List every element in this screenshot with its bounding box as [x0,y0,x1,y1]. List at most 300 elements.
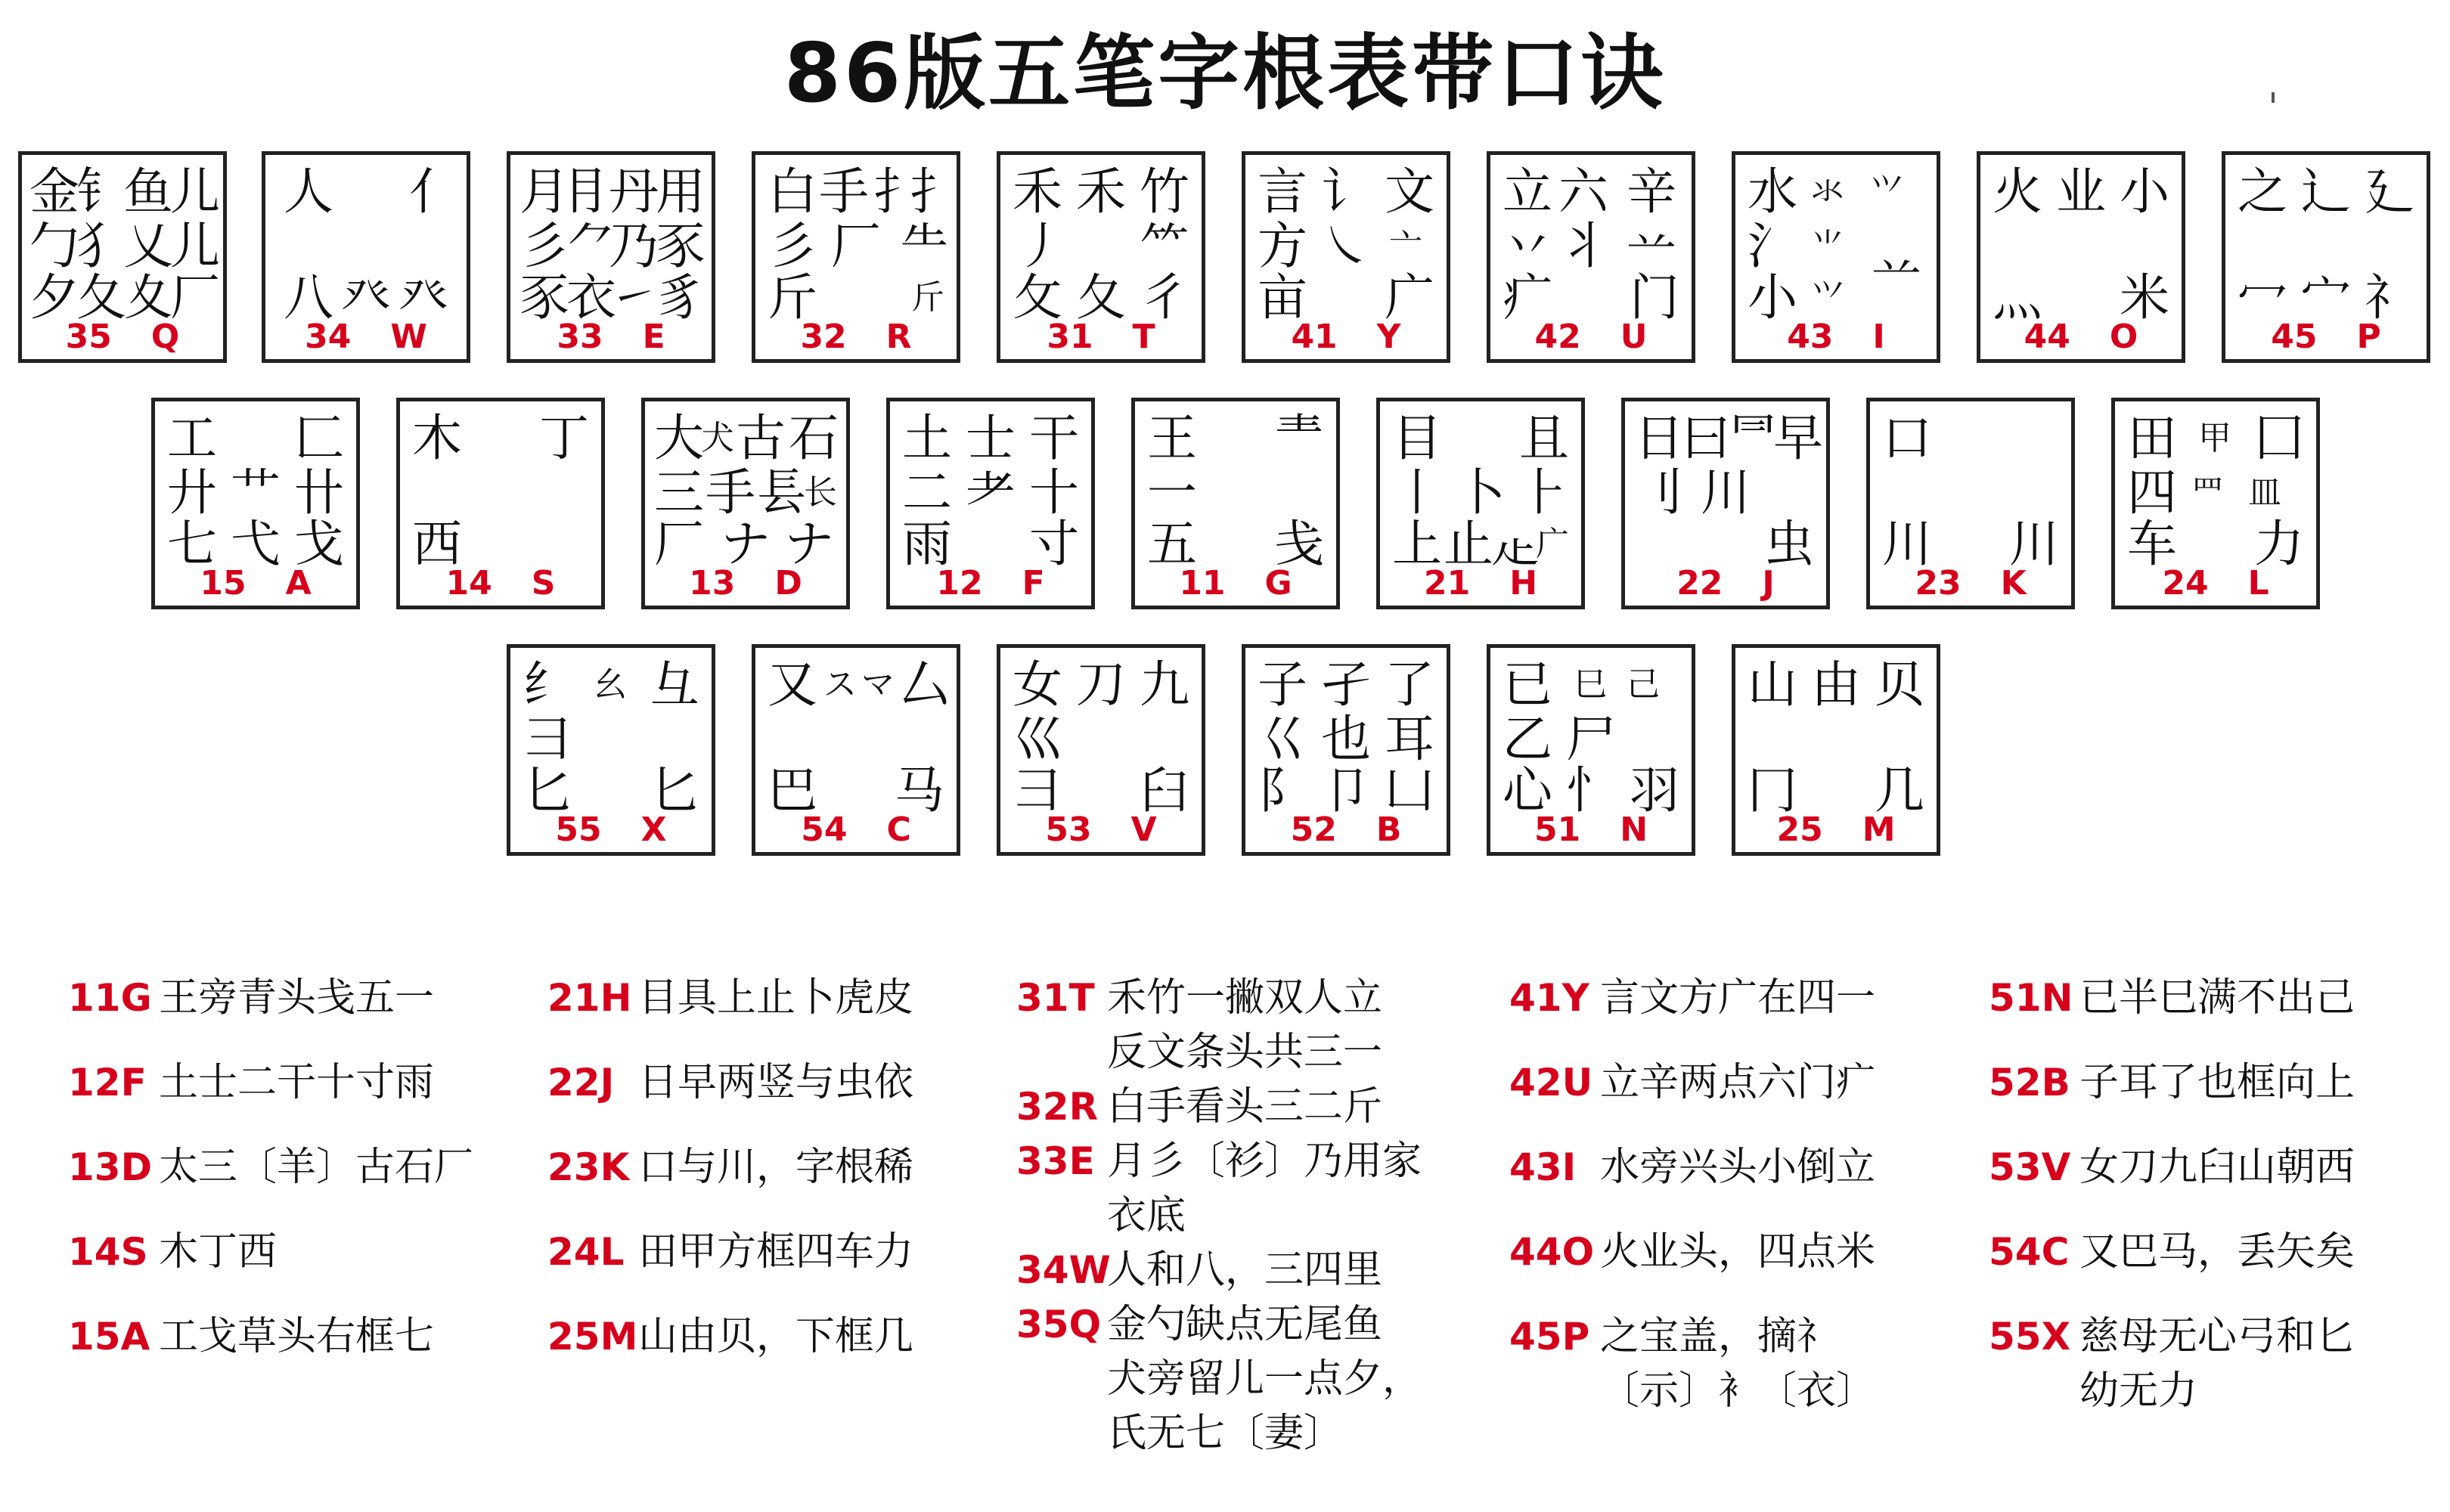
root-glyph: 臼 [1140,761,1189,820]
root-glyph: 弋 [231,515,281,573]
root-glyph: 心 [1503,761,1552,820]
root-glyph: 夊 [123,268,173,327]
root-glyph: 白 [768,163,817,221]
key-m [1732,644,1940,856]
root-glyph: 丷 [1503,217,1552,275]
mnemonic-column-2 [547,971,1009,1394]
key-letter: B [1375,810,1402,849]
key-letter: L [2247,564,2269,603]
key-i [1732,151,1940,363]
mnemonic-text: 犬旁留儿一点夕， [1107,1356,1422,1402]
root-glyph: 丹 [609,163,659,221]
root-glyph: 鱼 [123,163,173,221]
root-glyph: 丁 [539,409,589,467]
mnemonic-text: 太三〔羊〕古石厂 [159,1145,474,1190]
key-letter: J [1762,564,1775,603]
root-glyph: 士 [966,409,1016,467]
mnemonic-code: 11G [68,976,152,1020]
root-glyph: 乂 [123,217,173,275]
root-glyph: ナ [721,515,771,573]
root-glyph: 龶 [1274,409,1324,467]
root-glyph: ⺜ [1728,409,1778,467]
root-glyph: 䒑 [1872,243,1921,301]
root-glyph: 夕 [29,268,79,327]
root-glyph: 日 [1634,409,1684,467]
mnemonic-row [68,971,529,1055]
root-glyph: 川 [1701,463,1751,522]
key-code [1000,810,1202,849]
root-glyph: 雨 [902,515,952,573]
mnemonic-text: 人和八，三四里 [1107,1247,1383,1293]
root-glyph: 亩 [1258,268,1307,327]
root-glyph: 戈 [294,515,344,573]
root-glyph: 大 [654,409,704,467]
root-glyph: 匚 [294,409,344,467]
key-code [400,564,601,603]
key-q [18,151,227,363]
key-code [890,564,1091,603]
root-glyph: 十 [1029,463,1079,522]
root-glyph: 五 [1147,515,1197,573]
root-glyph: 厂 [831,217,881,275]
root-glyph: 纟 [523,655,572,714]
root-glyph: 立 [1503,163,1552,221]
mnemonic-code: 14S [68,1230,148,1274]
key-number: 13 [689,564,736,603]
mnemonic-row-continued [1016,1188,1478,1243]
root-glyph: 手 [706,463,755,522]
root-glyph: 耂 [966,463,1016,522]
mnemonic-row [68,1225,529,1309]
key-s [396,398,605,609]
root-glyph: 龰 [1490,515,1540,573]
root-glyph: 彡 [768,217,817,275]
mnemonic-code: 41Y [1509,976,1589,1020]
root-glyph: 囗 [2254,409,2304,467]
key-letter: M [1862,810,1896,849]
key-code [2115,564,2316,603]
mnemonic-row [1989,1225,2450,1309]
root-glyph: 斤 [768,268,817,327]
root-glyph: 禾 [1013,163,1062,221]
root-glyph: ⺧ [899,217,949,275]
mnemonic-row [1016,1297,1478,1352]
root-glyph: 田 [2127,409,2177,467]
root-glyph: 八 [284,268,333,327]
stray-mark [2272,92,2275,103]
mnemonic-text: 木丁西 [159,1229,278,1275]
root-glyph: 木 [412,409,462,467]
root-glyph: 钅 [76,163,126,221]
root-glyph: 手 [819,163,869,221]
key-letter: P [2356,318,2381,356]
mnemonic-text: 衣底 [1107,1193,1186,1238]
key-number: 34 [305,318,352,356]
root-glyph: 止 [1444,515,1493,573]
root-glyph: 宀 [2301,268,2351,327]
root-glyph: 业 [2056,163,2106,221]
root-glyph: ㇏ [1321,217,1371,275]
root-glyph: 豕 [656,217,706,275]
key-number: 53 [1045,810,1092,849]
root-glyph: 寸 [1029,515,1079,573]
root-glyph: 乙 [1503,710,1552,768]
root-glyph: 廴 [2365,163,2414,221]
root-glyph: 四 [2127,463,2177,522]
key-code [1380,564,1581,603]
root-glyph: 一 [1147,463,1197,522]
root-glyph: 早 [1773,409,1823,467]
root-glyph: 儿 [170,163,220,221]
mnemonic-column-1 [68,971,529,1394]
mnemonic-column-4 [1509,971,1971,1418]
key-x [507,644,715,856]
root-glyph: 二 [902,463,952,522]
root-glyph: ⺍ [1811,278,1844,317]
key-w [262,151,470,363]
key-number: 35 [65,318,112,356]
root-glyph: 夂 [1076,268,1126,327]
key-a [151,398,360,609]
key-letter: T [1132,318,1155,356]
root-glyph: 也 [1321,710,1371,768]
root-glyph: 刀 [1076,655,1126,714]
root-glyph: 冖 [2238,268,2287,327]
root-glyph: 己 [1627,665,1660,704]
root-glyph: 灬 [1993,268,2042,327]
root-glyph: 辛 [1627,163,1676,221]
mnemonic-row [1016,1080,1478,1134]
key-letter: U [1620,318,1648,356]
mnemonic-code: 32R [1016,1085,1099,1129]
root-glyph: 小 [1748,268,1797,327]
mnemonic-text: 立辛两点六门疒 [1600,1060,1876,1105]
mnemonic-text: 女刀九臼山朝西 [2079,1145,2355,1190]
key-e [507,151,715,363]
key-letter: W [390,318,427,356]
mnemonic-column-3 [1016,971,1478,1461]
mnemonic-row [68,1309,529,1394]
key-code [155,564,356,603]
root-glyph: 斤 [911,278,944,317]
key-number: 33 [557,318,603,356]
mnemonic-text: 口与川，字根稀 [638,1145,914,1190]
root-glyph: 扌 [873,163,923,221]
key-v [997,644,1205,856]
mnemonic-row [1509,1055,1971,1140]
root-glyph: 七 [167,515,217,573]
mnemonic-row-continued [1016,1406,1478,1461]
root-glyph: 厂 [170,268,220,327]
root-glyph: 虫 [1764,515,1814,573]
key-code [2225,318,2427,356]
root-glyph: 目 [1392,409,1442,467]
root-glyph: 礻 [2365,268,2414,327]
root-glyph: 犭 [76,217,126,275]
root-glyph: 讠 [1321,163,1371,221]
key-letter: Y [1376,318,1401,356]
mnemonic-row [547,971,1009,1055]
mnemonic-code: 55X [1989,1315,2071,1359]
root-glyph: 火 [1993,163,2042,221]
mnemonic-row [68,1055,529,1140]
key-number: 43 [1787,318,1834,356]
root-glyph: 儿 [170,217,220,275]
mnemonic-code: 52B [1989,1061,2070,1105]
key-number: 42 [1534,318,1581,356]
root-glyph: 氺 [1811,172,1844,211]
root-glyph: 廾 [167,463,217,522]
key-letter: S [531,564,556,603]
mnemonic-text: 慈母无心弓和匕 [2079,1314,2355,1359]
key-code [265,318,467,356]
root-glyph: 女 [1013,655,1062,714]
root-glyph: 扌 [910,163,960,221]
root-glyph: 丨 [1392,463,1442,522]
mnemonic-code: 34W [1016,1248,1111,1292]
page-title: 86版五笔字根表带口诀 [783,26,1667,121]
mnemonic-text: 火业头，四点米 [1600,1229,1876,1275]
key-number: 52 [1290,810,1337,849]
root-glyph: 巛 [1013,710,1062,768]
mnemonic-text: 已半巳满不出己 [2079,975,2355,1021]
mnemonic-text: 目具上止卜虎皮 [638,975,914,1021]
key-number: 32 [800,318,847,356]
mnemonic-code: 33E [1016,1139,1095,1183]
mnemonic-row-continued [1016,1025,1478,1080]
root-glyph: ⺍ [1870,172,1903,211]
root-glyph: 言 [1258,163,1307,221]
mnemonic-row [1989,1055,2450,1140]
key-number: 11 [1179,564,1226,603]
root-glyph: 攵 [1013,268,1062,327]
key-f [886,398,1095,609]
root-glyph: 镸 [757,463,807,522]
root-glyph: ⺝ [566,163,616,221]
key-letter: C [886,810,911,849]
key-letter: F [1022,564,1045,603]
root-glyph: 马 [895,761,944,820]
mnemonic-text: 山由贝，下框几 [638,1314,914,1359]
key-code [1135,564,1336,603]
root-glyph: 用 [656,163,706,221]
key-code [1245,810,1447,849]
key-code [1735,318,1937,356]
root-glyph: ⺊ [1519,463,1569,522]
mnemonic-row [1016,1243,1478,1297]
root-glyph: 卄 [294,463,344,522]
key-code [755,810,957,849]
key-letter: V [1130,810,1157,849]
root-glyph: 门 [1630,268,1679,327]
mnemonic-text: 幼无力 [2079,1368,2198,1414]
key-code [1000,318,1202,356]
root-glyph: 卜 [1456,463,1506,522]
mnemonic-row [1509,1140,1971,1225]
root-glyph: 甲 [2198,419,2231,457]
root-glyph: 丿 [1016,217,1065,275]
root-glyph: 文 [1385,163,1434,221]
key-o [1977,151,2185,363]
root-glyph: 且 [1519,409,1569,467]
mnemonic-text: 月彡〔衫〕乃用家 [1107,1139,1422,1184]
root-glyph: 广 [1536,525,1569,563]
mnemonic-text: 禾竹一撇双人立 [1107,975,1383,1021]
key-letter: X [640,810,667,849]
root-glyph: 山 [1748,655,1797,714]
mnemonic-code: 53V [1989,1145,2071,1189]
root-glyph: 王 [1147,409,1197,467]
root-glyph: 尸 [1566,710,1616,768]
root-glyph: 川 [1882,515,1932,573]
root-glyph: 亠 [1389,227,1422,265]
root-glyph: 丬 [1558,217,1608,275]
root-glyph: 方 [1258,217,1307,275]
key-p [2222,151,2430,363]
mnemonic-code: 13D [68,1145,153,1189]
root-glyph: 罒 [2191,473,2224,512]
root-glyph: 六 [1558,163,1608,221]
key-d [641,398,850,609]
key-number: 21 [1423,564,1471,603]
root-glyph: 亻 [409,163,459,221]
root-glyph: 氵 [1748,217,1797,275]
key-number: 45 [2271,318,2318,356]
key-letter: I [1872,318,1885,356]
mnemonic-text: 子耳了也框向上 [2079,1060,2355,1105]
mnemonic-text: 反文条头共三一 [1107,1030,1383,1075]
root-glyph: 皿 [2248,473,2281,512]
root-glyph: ⺮ [1140,217,1189,275]
mnemonic-row [547,1309,1009,1394]
root-glyph: 艹 [231,463,281,522]
mnemonic-row-continued [1989,1364,2450,1418]
root-glyph: 竹 [1140,163,1189,221]
root-glyph: 米 [2120,268,2169,327]
root-glyph: 子 [1258,655,1307,714]
mnemonic-text: 之宝盖，摘礻 [1600,1314,1837,1359]
mnemonic-code: 51N [1989,976,2073,1020]
root-glyph: 了 [1385,655,1434,714]
key-n [1487,644,1695,856]
key-r [752,151,960,363]
root-glyph: 工 [167,409,217,467]
root-glyph: 戋 [1274,515,1324,573]
key-number: 24 [2162,564,2209,603]
mnemonic-code: 42U [1509,1061,1593,1105]
mnemonic-row [1989,1140,2450,1225]
key-l [2111,398,2320,609]
key-number: 22 [1676,564,1723,603]
root-glyph: 巴 [768,761,817,820]
root-glyph: 上 [1392,515,1442,573]
root-glyph: 疒 [1503,268,1552,327]
root-glyph: 石 [789,409,839,467]
root-glyph: 几 [1875,761,1924,820]
mnemonic-row-continued [1509,1364,1971,1418]
mnemonic-text: 言文方广在四一 [1600,975,1876,1021]
key-code [22,318,223,356]
key-g [1131,398,1340,609]
root-glyph: 已 [1503,655,1552,714]
root-glyph: 彐 [1013,761,1062,820]
root-glyph: 阝 [1258,761,1307,820]
key-letter: A [285,564,312,603]
root-glyph: 月 [519,163,569,221]
mnemonic-row [547,1140,1009,1225]
key-code [1490,318,1692,356]
root-glyph: 冂 [1748,761,1797,820]
mnemonic-text: 氏无七〔妻〕 [1107,1411,1344,1456]
root-glyph: 力 [2254,515,2304,573]
mnemonic-row [1016,1134,1478,1188]
mnemonic-text: 又巴马，丢矢矣 [2079,1229,2355,1275]
root-glyph: 广 [1385,268,1434,327]
mnemonic-code: 44O [1509,1230,1595,1274]
root-glyph: 厶 [899,655,949,714]
root-glyph: 彐 [523,710,572,768]
mnemonic-code: 43I [1509,1145,1577,1189]
root-glyph: ㇀ [609,268,659,327]
root-glyph: 癶 [341,268,391,327]
root-glyph: 彳 [1140,268,1189,327]
key-u [1487,151,1695,363]
key-letter: Q [150,318,180,356]
mnemonic-code: 54C [1989,1230,2070,1274]
root-glyph: 勹 [29,217,79,275]
root-glyph: 西 [412,515,462,573]
root-glyph: 干 [1029,409,1079,467]
root-glyph: 九 [1140,655,1189,714]
root-glyph: 䒑 [1627,217,1676,275]
key-letter: R [885,318,912,356]
root-glyph: 豕 [519,268,569,327]
key-t [997,151,1205,363]
mnemonic-row [1989,971,2450,1055]
mnemonic-code: 12F [68,1061,147,1105]
mnemonic-code: 24L [547,1230,625,1274]
key-number: 54 [801,810,848,849]
mnemonic-text: 田甲方框四车力 [638,1229,914,1275]
key-c [752,644,960,856]
root-glyph: 衣 [566,268,616,327]
key-letter: G [1264,564,1292,603]
key-code [1245,318,1447,356]
root-glyph: マ [861,665,895,704]
mnemonic-text: 白手看头三二斤 [1107,1084,1383,1129]
key-h [1376,398,1585,609]
root-glyph: 古 [736,409,786,467]
key-letter: H [1509,564,1538,603]
mnemonic-code: 23K [547,1145,630,1189]
root-glyph: 巳 [1574,665,1607,704]
key-code [1490,810,1692,849]
root-glyph: 厂 [654,515,704,573]
root-glyph: 乃 [609,217,659,275]
mnemonic-code: 31T [1016,976,1095,1020]
key-letter: E [642,318,665,356]
mnemonic-text: 王旁青头戋五一 [159,975,435,1021]
root-glyph: ナ [784,515,834,573]
root-glyph: 耳 [1385,710,1434,768]
mnemonic-row-continued [1016,1352,1478,1406]
key-code [645,564,846,603]
key-number: 55 [555,810,602,849]
root-glyph: 人 [284,163,333,221]
mnemonic-row [1016,971,1478,1025]
mnemonic-row [1989,1309,2450,1364]
key-letter: D [774,564,802,603]
